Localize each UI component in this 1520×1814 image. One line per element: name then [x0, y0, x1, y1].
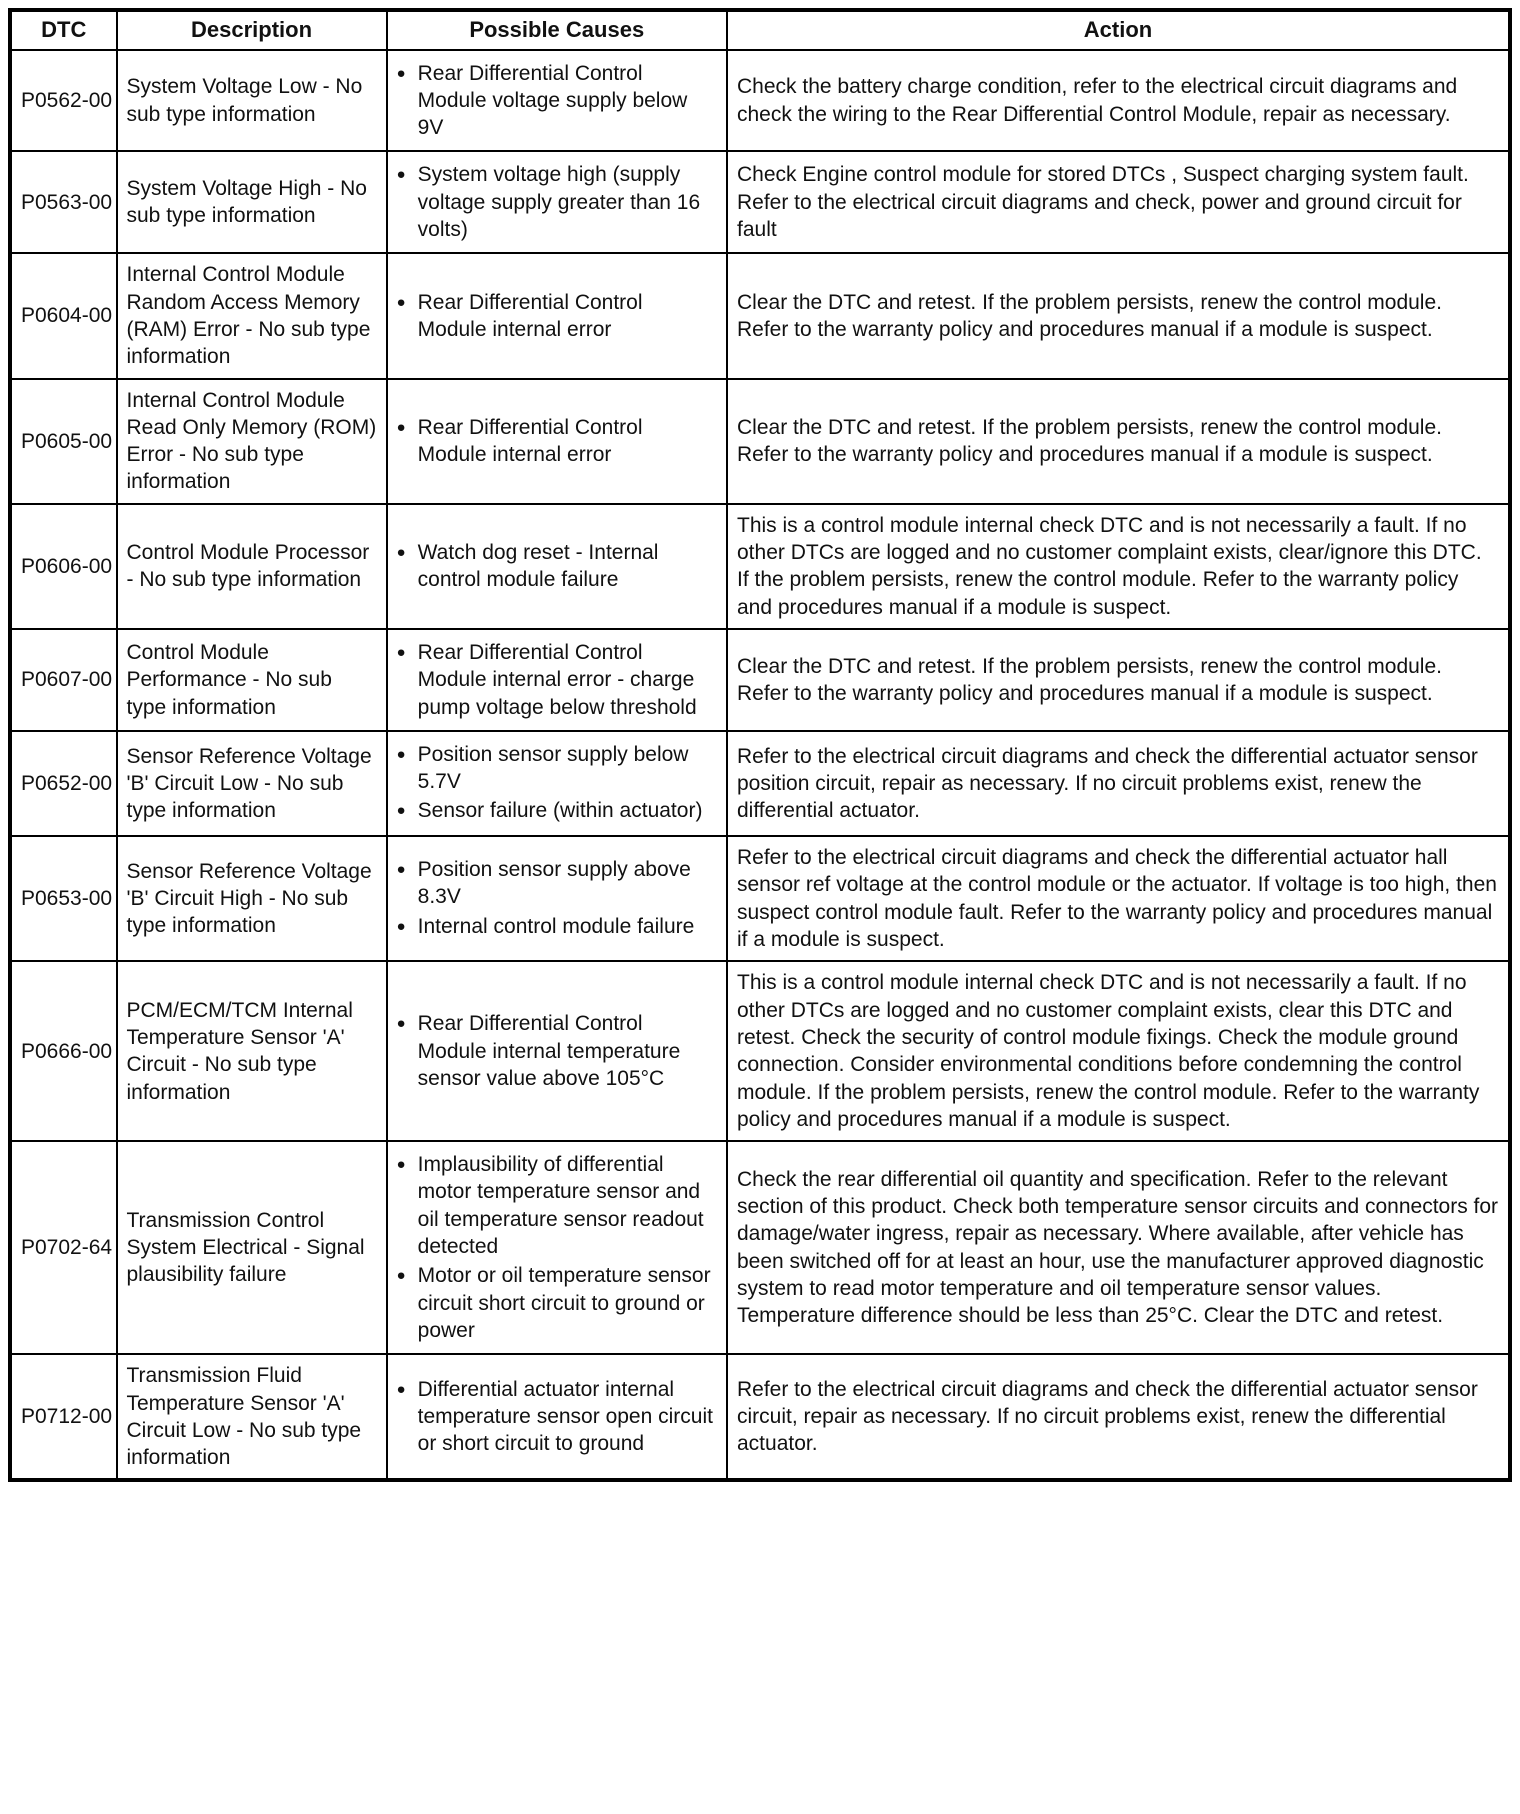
description-cell: PCM/ECM/TCM Internal Temperature Sensor 'A' Circuit - No sub type information	[117, 961, 387, 1141]
bullet-icon: ●	[396, 418, 406, 436]
possible-causes-cell	[387, 1141, 728, 1354]
table-row	[10, 50, 1510, 152]
bullet-icon: ●	[396, 745, 406, 763]
action-cell: Refer to the electrical circuit diagrams and check the differential actuator sensor position circuit, repair as necessary. If no circuit problems exist, renew the differential actuator.	[727, 731, 1510, 836]
dtc-code-cell: P0606-00	[10, 504, 117, 629]
cause-text: Sensor failure (within actuator)	[417, 799, 703, 823]
table-body	[10, 50, 1510, 1481]
table-row	[10, 1354, 1510, 1480]
cause-text: Rear Differential Control Module internal error	[417, 290, 643, 341]
bullet-icon: ●	[396, 1267, 406, 1285]
dtc-code-cell: P0605-00	[10, 379, 117, 504]
action-cell: Check Engine control module for stored DTCs , Suspect charging system fault. Refer to the electrical circuit diagrams and check, power and ground circuit for fault	[727, 151, 1510, 253]
bullet-icon: ●	[396, 1380, 406, 1398]
possible-causes-cell	[387, 379, 728, 504]
dtc-code-cell: P0604-00	[10, 253, 117, 378]
dtc-code-cell: P0562-00	[10, 50, 117, 152]
possible-causes-cell	[387, 504, 728, 629]
description-cell: Control Module Performance - No sub type information	[117, 629, 387, 731]
table-row	[10, 504, 1510, 629]
cause-item	[397, 1151, 718, 1260]
cause-text: Position sensor supply above 8.3V	[417, 858, 691, 909]
description-cell: Transmission Control System Electrical - Signal plausibility failure	[117, 1141, 387, 1354]
table-row	[10, 379, 1510, 504]
cause-item	[397, 289, 718, 344]
bullet-icon: ●	[396, 1015, 406, 1033]
table-row	[10, 151, 1510, 253]
table-row	[10, 629, 1510, 731]
table-row	[10, 731, 1510, 836]
possible-causes-cell	[387, 961, 728, 1141]
action-cell: Check the rear differential oil quantity and specification. Refer to the relevant section of this product. Check both temperature sensor circuits and connectors for damage/water ingress, repair as necessary. Where available, after vehicle has been switched off for at least an hour, use the manufacturer approved diagnostic system to read motor temperature and oil temperature sensor values. Temperature difference should be less than 25°C. Clear the DTC and retest.	[727, 1141, 1510, 1354]
cause-item	[397, 797, 718, 826]
cause-text: Watch dog reset - Internal control module failure	[417, 541, 659, 592]
bullet-icon: ●	[396, 917, 406, 935]
action-cell: Clear the DTC and retest. If the problem persists, renew the control module. Refer to the warranty policy and procedures manual if a module is suspect.	[727, 379, 1510, 504]
description-cell: Internal Control Module Read Only Memory (ROM) Error - No sub type information	[117, 379, 387, 504]
cause-text: Implausibility of differential motor temperature sensor and oil temperature sensor readout detected	[417, 1153, 704, 1259]
header-row	[10, 10, 1510, 50]
action-cell: This is a control module internal check DTC and is not necessarily a fault. If no other DTCs are logged and no customer complaint exists, clear/ignore this DTC. If the problem persists, renew the control module. Refer to the warranty policy and procedures manual if a module is suspect.	[727, 504, 1510, 629]
description-cell: Internal Control Module Random Access Memory (RAM) Error - No sub type information	[117, 253, 387, 378]
cause-text: Differential actuator internal temperature sensor open circuit or short circuit to ground	[417, 1377, 713, 1456]
column-header-possible-causes: Possible Causes	[387, 10, 728, 50]
cause-item	[397, 539, 718, 594]
cause-text: Rear Differential Control Module internal error - charge pump voltage below threshold	[417, 640, 697, 719]
bullet-icon: ●	[396, 802, 406, 820]
cause-item	[397, 1376, 718, 1458]
cause-item	[397, 741, 718, 796]
bullet-icon: ●	[396, 643, 406, 661]
bullet-icon: ●	[396, 166, 406, 184]
table-row	[10, 1141, 1510, 1354]
description-cell: Control Module Processor - No sub type information	[117, 504, 387, 629]
dtc-code-cell: P0563-00	[10, 151, 117, 253]
bullet-icon: ●	[396, 544, 406, 562]
possible-causes-cell	[387, 50, 728, 152]
dtc-code-cell: P0712-00	[10, 1354, 117, 1480]
description-cell: System Voltage Low - No sub type information	[117, 50, 387, 152]
bullet-icon: ●	[396, 861, 406, 879]
description-cell: Transmission Fluid Temperature Sensor 'A' Circuit Low - No sub type information	[117, 1354, 387, 1480]
action-cell: Check the battery charge condition, refer to the electrical circuit diagrams and check the wiring to the Rear Differential Control Module, repair as necessary.	[727, 50, 1510, 152]
dtc-code-cell: P0702-64	[10, 1141, 117, 1354]
possible-causes-cell	[387, 151, 728, 253]
cause-item	[397, 161, 718, 243]
dtc-code-cell: P0652-00	[10, 731, 117, 836]
column-header-dtc: DTC	[10, 10, 117, 50]
cause-text: Position sensor supply below 5.7V	[417, 742, 689, 794]
possible-causes-cell	[387, 1354, 728, 1480]
action-cell: Clear the DTC and retest. If the problem persists, renew the control module. Refer to the warranty policy and procedures manual if a module is suspect.	[727, 629, 1510, 731]
description-cell: Sensor Reference Voltage 'B' Circuit High - No sub type information	[117, 836, 387, 961]
action-cell: Refer to the electrical circuit diagrams and check the differential actuator hall sensor ref voltage at the control module or the actuator. If voltage is too high, then suspect control module fault. Refer to the warranty policy and procedures manual if a module is suspect.	[727, 836, 1510, 961]
cause-text: Internal control module failure	[417, 914, 695, 938]
cause-item	[397, 60, 718, 142]
possible-causes-cell	[387, 253, 728, 378]
action-cell: Clear the DTC and retest. If the problem persists, renew the control module. Refer to the warranty policy and procedures manual if a module is suspect.	[727, 253, 1510, 378]
cause-text: Rear Differential Control Module voltage supply below 9V	[417, 61, 688, 140]
table-row	[10, 253, 1510, 378]
cause-item	[397, 1262, 718, 1344]
action-cell: This is a control module internal check DTC and is not necessarily a fault. If no other DTCs are logged and no customer complaint exists, clear this DTC and retest. Check the security of control module fixings. Check the module ground connection. Consider environmental conditions before condemning the control module. If the problem persists, renew the control module. Refer to the warranty policy and procedures manual if a module is suspect.	[727, 961, 1510, 1141]
description-cell: System Voltage High - No sub type information	[117, 151, 387, 253]
dtc-code-cell: P0653-00	[10, 836, 117, 961]
cause-item	[397, 639, 718, 721]
cause-text: Rear Differential Control Module internal temperature sensor value above 105°C	[417, 1012, 681, 1090]
cause-item	[397, 414, 718, 469]
column-header-action: Action	[727, 10, 1510, 50]
cause-text: Rear Differential Control Module internal error	[417, 415, 643, 467]
cause-item	[397, 913, 718, 942]
column-header-description: Description	[117, 10, 387, 50]
description-cell: Sensor Reference Voltage 'B' Circuit Low - No sub type information	[117, 731, 387, 836]
dtc-code-cell: P0607-00	[10, 629, 117, 731]
possible-causes-cell	[387, 629, 728, 731]
bullet-icon: ●	[396, 64, 406, 82]
cause-item	[397, 1010, 718, 1092]
cause-text: Motor or oil temperature sensor circuit short circuit to ground or power	[417, 1264, 711, 1342]
dtc-table	[8, 8, 1512, 1482]
dtc-code-cell: P0666-00	[10, 961, 117, 1141]
cause-text: System voltage high (supply voltage supply greater than 16 volts)	[417, 163, 701, 242]
table-header	[10, 10, 1510, 50]
table-row	[10, 961, 1510, 1141]
cause-item	[397, 856, 718, 911]
bullet-icon: ●	[396, 293, 406, 311]
possible-causes-cell	[387, 836, 728, 961]
possible-causes-cell	[387, 731, 728, 836]
table-row	[10, 836, 1510, 961]
action-cell: Refer to the electrical circuit diagrams and check the differential actuator sensor circuit, repair as necessary. If no circuit problems exist, renew the differential actuator.	[727, 1354, 1510, 1480]
bullet-icon: ●	[396, 1156, 406, 1174]
